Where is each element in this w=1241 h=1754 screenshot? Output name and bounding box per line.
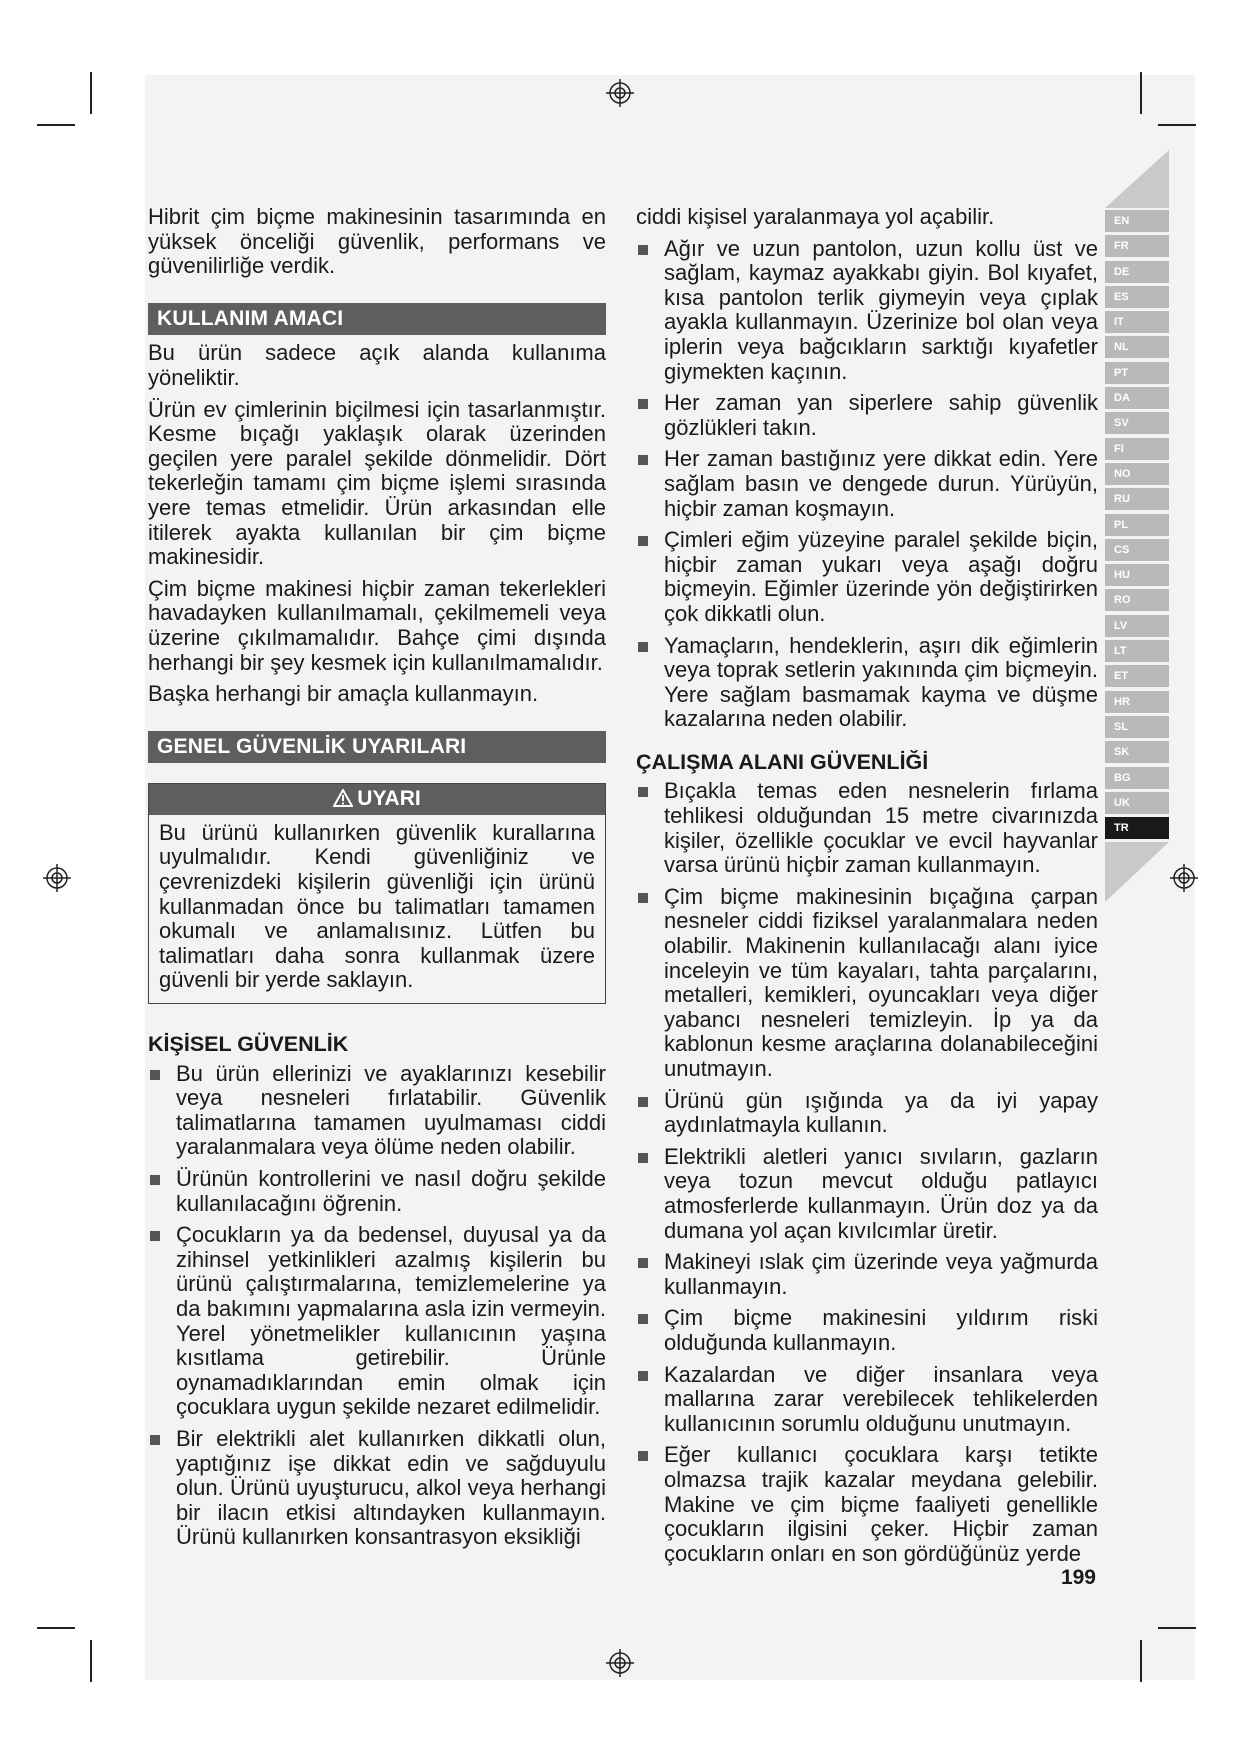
language-tab-cs[interactable]: CS: [1105, 539, 1169, 561]
language-tab-fr[interactable]: FR: [1105, 235, 1169, 257]
bullet-square-icon: [638, 536, 648, 546]
language-tab-tr[interactable]: TR: [1105, 817, 1169, 839]
page-number: 199: [1060, 1566, 1096, 1589]
language-tab-de[interactable]: DE: [1105, 261, 1169, 283]
language-tab-sl[interactable]: SL: [1105, 716, 1169, 738]
warning-header: [149, 784, 605, 815]
bullet-square-icon: [638, 1153, 648, 1163]
work-area-list: [636, 779, 1098, 1566]
bullet-square-icon: [638, 245, 648, 255]
list-item: Kazalardan ve diğer insanlara veya mallarına zarar verebilecek tehlikelerden kullanıcının sorumlu olduğunu unutmayın.: [636, 1363, 1098, 1437]
list-item: Yamaçların, hendeklerin, aşırı dik eğimlerin veya toprak setlerin yakınında çim biçmeyin. Yere sağlam basmamak kayma ve düşme kazalarına neden olabilir.: [636, 634, 1098, 732]
bullet-square-icon: [638, 787, 648, 797]
language-tab-it[interactable]: IT: [1105, 311, 1169, 333]
language-tab-ro[interactable]: RO: [1105, 589, 1169, 611]
language-tab-et[interactable]: ET: [1105, 665, 1169, 687]
list-item: Ağır ve uzun pantolon, uzun kollu üst ve sağlam, kaymaz ayakkabı giyin. Bol kıyafet, kısa pantolon terlik giymeyin veya çıplak ayakla kullanmayın. Üzerinize bol olan veya iplerin veya bağcıkların sarktığı kıyafetler giymekten kaçının.: [636, 237, 1098, 385]
section-title-genel-guvenlik: GENEL GÜVENLİK UYARILARI: [148, 731, 606, 764]
bullet-square-icon: [638, 399, 648, 409]
language-tab-lv[interactable]: LV: [1105, 615, 1169, 637]
language-tab-nl[interactable]: NL: [1105, 336, 1169, 358]
language-tabs: [1105, 210, 1169, 842]
bullet-square-icon: [150, 1231, 160, 1241]
warning-title: UYARI: [357, 787, 421, 811]
language-tab-pt[interactable]: PT: [1105, 362, 1169, 384]
bullet-square-icon: [638, 893, 648, 903]
list-item: Ürünün kontrollerini ve nasıl doğru şekilde kullanılacağını öğrenin.: [148, 1167, 606, 1216]
paragraph: Çim biçme makinesi hiçbir zaman tekerlekleri havadayken kullanılmamalı, çekilmemeli veya üzerine çıkılmamalıdır. Bahçe çimi dışında herhangi bir şey kesmek için kullanılmamalıdır.: [148, 575, 606, 675]
list-item: Çim biçme makinesinin bıçağına çarpan nesneler ciddi fiziksel yaralanmalara neden olabilir. Makinenin kullanılacağı alanı iyice inceleyin ve tüm kayaları, tahta parçalarını, metalleri, kemikleri, oyuncakları veya diğer yabancı nesneleri temizleyin. İp ya da kablonun kesme araçlarına dolanabileceğini unutmayın.: [636, 885, 1098, 1082]
left-column: [148, 205, 606, 1557]
bullet-square-icon: [150, 1175, 160, 1185]
registration-mark-icon: [42, 863, 72, 893]
list-item: Bu ürün ellerinizi ve ayaklarınızı kesebilir veya nesneleri fırlatabilir. Güvenlik talimatlarına tamamen uyulmaması ciddi yaralanmalara veya ölüme neden olabilir.: [148, 1062, 606, 1160]
list-item: Çimleri eğim yüzeyine paralel şekilde biçin, hiçbir zaman yukarı veya aşağı doğru biçmeyin. Eğimler üzerinde yön değiştirirken çok dikkatli olun.: [636, 528, 1098, 626]
language-tab-sk[interactable]: SK: [1105, 741, 1169, 763]
language-tab-ru[interactable]: RU: [1105, 488, 1169, 510]
language-tab-fi[interactable]: FI: [1105, 438, 1169, 460]
language-tab-pl[interactable]: PL: [1105, 514, 1169, 536]
registration-mark-icon: [605, 78, 635, 108]
list-item: Bıçakla temas eden nesnelerin fırlama tehlikesi olduğundan 15 metre civarınızda kişiler, özellikle çocuklar ve evcil hayvanlar varsa ürünü hiçbir zaman kullanmayın.: [636, 779, 1098, 877]
paragraph: Ürün ev çimlerinin biçilmesi için tasarlanmıştır. Kesme bıçağı yaklaşık olarak üzerinden geçilen yere paralel şekilde dönmelidir. Dört tekerleğin tamamı çim biçme işlemi sırasında yere temas etmelidir. Ürün arkasından elle itilerek ayakta kullanılan bir çim biçme makinesidir.: [148, 396, 606, 570]
language-tab-hu[interactable]: HU: [1105, 564, 1169, 586]
list-item: Bir elektrikli alet kullanırken dikkatli olun, yaptığınız işe dikkat edin ve sağduyulu olun. Ürünü uyuşturucu, alkol veya herhangi bir ilacın etkisi altındayken kullanmayın. Ürünü kullanırken konsantrasyon eksikliği: [148, 1427, 606, 1550]
bullet-square-icon: [638, 1097, 648, 1107]
bullet-square-icon: [638, 1258, 648, 1268]
language-tab-uk[interactable]: UK: [1105, 792, 1169, 814]
crop-mark: [1140, 72, 1142, 114]
list-item: Çim biçme makinesini yıldırım riski olduğunda kullanmayın.: [636, 1306, 1098, 1355]
paragraph: Bu ürün sadece açık alanda kullanıma yöneliktir.: [148, 340, 606, 390]
personal-safety-list-continued: [636, 237, 1098, 732]
language-tab-da[interactable]: DA: [1105, 387, 1169, 409]
language-tabs-bottom-decoration: [1105, 842, 1169, 902]
list-item: Her zaman bastığınız yere dikkat edin. Yere sağlam basın ve dengede durun. Yürüyün, hiçbir zaman koşmayın.: [636, 447, 1098, 521]
bullet-square-icon: [638, 1451, 648, 1461]
bullet-square-icon: [638, 1371, 648, 1381]
language-tab-es[interactable]: ES: [1105, 286, 1169, 308]
list-item: Elektrikli aletleri yanıcı sıvıların, gazların veya tozun mevcut olduğu patlayıcı atmosferlerde kullanmayın. Ürün doz ya da dumana yol açan kıvılcımlar üretir.: [636, 1145, 1098, 1243]
list-item: Her zaman yan siperlere sahip güvenlik gözlükleri takın.: [636, 391, 1098, 440]
bullet-square-icon: [638, 642, 648, 652]
bullet-square-icon: [638, 1314, 648, 1324]
continuation-text: ciddi kişisel yaralanmaya yol açabilir.: [636, 204, 995, 229]
warning-triangle-icon: [333, 789, 353, 807]
personal-safety-list: [148, 1062, 606, 1550]
crop-mark: [37, 1627, 75, 1629]
crop-mark: [1158, 1627, 1196, 1629]
crop-mark: [37, 124, 75, 126]
warning-text: Bu ürünü kullanırken güvenlik kurallarına uyulmalıdır. Kendi güvenliğiniz ve çevrenizdeki kişilerin güvenliği için ürünü kullanmadan önce bu talimatları tamamen okumalı ve anlamalısınız. Lütfen bu talimatları daha sonra kullanmak üzere güvenli bir yerde saklayın.: [159, 819, 595, 993]
subsection-title-calisma-alani: ÇALIŞMA ALANI GÜVENLİĞİ: [636, 749, 929, 774]
language-tabs-top-decoration: [1105, 150, 1169, 208]
paragraph: Başka herhangi bir amaçla kullanmayın.: [148, 681, 539, 707]
language-tab-lt[interactable]: LT: [1105, 640, 1169, 662]
bullet-square-icon: [150, 1435, 160, 1445]
list-item: Eğer kullanıcı çocuklara karşı tetikte olmazsa trajik kazalar meydana gelebilir. Makine ve çim biçme faaliyeti genellikle çocukların ilgisini çeker. Hiçbir zaman çocukların onları en son gördüğünüz yerde: [636, 1443, 1098, 1566]
bullet-square-icon: [150, 1070, 160, 1080]
registration-mark-icon: [1169, 863, 1199, 893]
subsection-title-kisisel-guvenlik: KİŞİSEL GÜVENLİK: [148, 1032, 349, 1057]
language-tab-no[interactable]: NO: [1105, 463, 1169, 485]
crop-mark: [1140, 1640, 1142, 1682]
language-tab-en[interactable]: EN: [1105, 210, 1169, 232]
list-item: Ürünü gün ışığında ya da iyi yapay aydınlatmayla kullanın.: [636, 1089, 1098, 1138]
bullet-square-icon: [638, 455, 648, 465]
language-tab-hr[interactable]: HR: [1105, 691, 1169, 713]
registration-mark-icon: [605, 1648, 635, 1678]
crop-mark: [90, 72, 92, 114]
crop-mark: [1158, 124, 1196, 126]
crop-mark: [90, 1640, 92, 1682]
language-tab-bg[interactable]: BG: [1105, 767, 1169, 789]
list-item: Makineyi ıslak çim üzerinde veya yağmurda kullanmayın.: [636, 1250, 1098, 1299]
intro-text: Hibrit çim biçme makinesinin tasarımında en yüksek önceliği güvenlik, performans ve güvenilirliğe verdik.: [148, 204, 606, 279]
language-tab-sv[interactable]: SV: [1105, 412, 1169, 434]
right-column: [636, 205, 1098, 1573]
section-title-kullanim-amaci: KULLANIM AMACI: [148, 303, 606, 336]
list-item: Çocukların ya da bedensel, duyusal ya da zihinsel yetkinlikleri azalmış kişilerin bu ürünü çalıştırmalarına, temizlemelerine ya da bakımını yapmalarına asla izin vermeyin. Yerel yönetmelikler kullanıcının yaşına kısıtlama getirebilir. Ürünle oynamadıklarından emin olmak için çocuklara uygun şekilde nezaret edilmelidir.: [148, 1223, 606, 1420]
warning-box: [148, 783, 606, 1004]
